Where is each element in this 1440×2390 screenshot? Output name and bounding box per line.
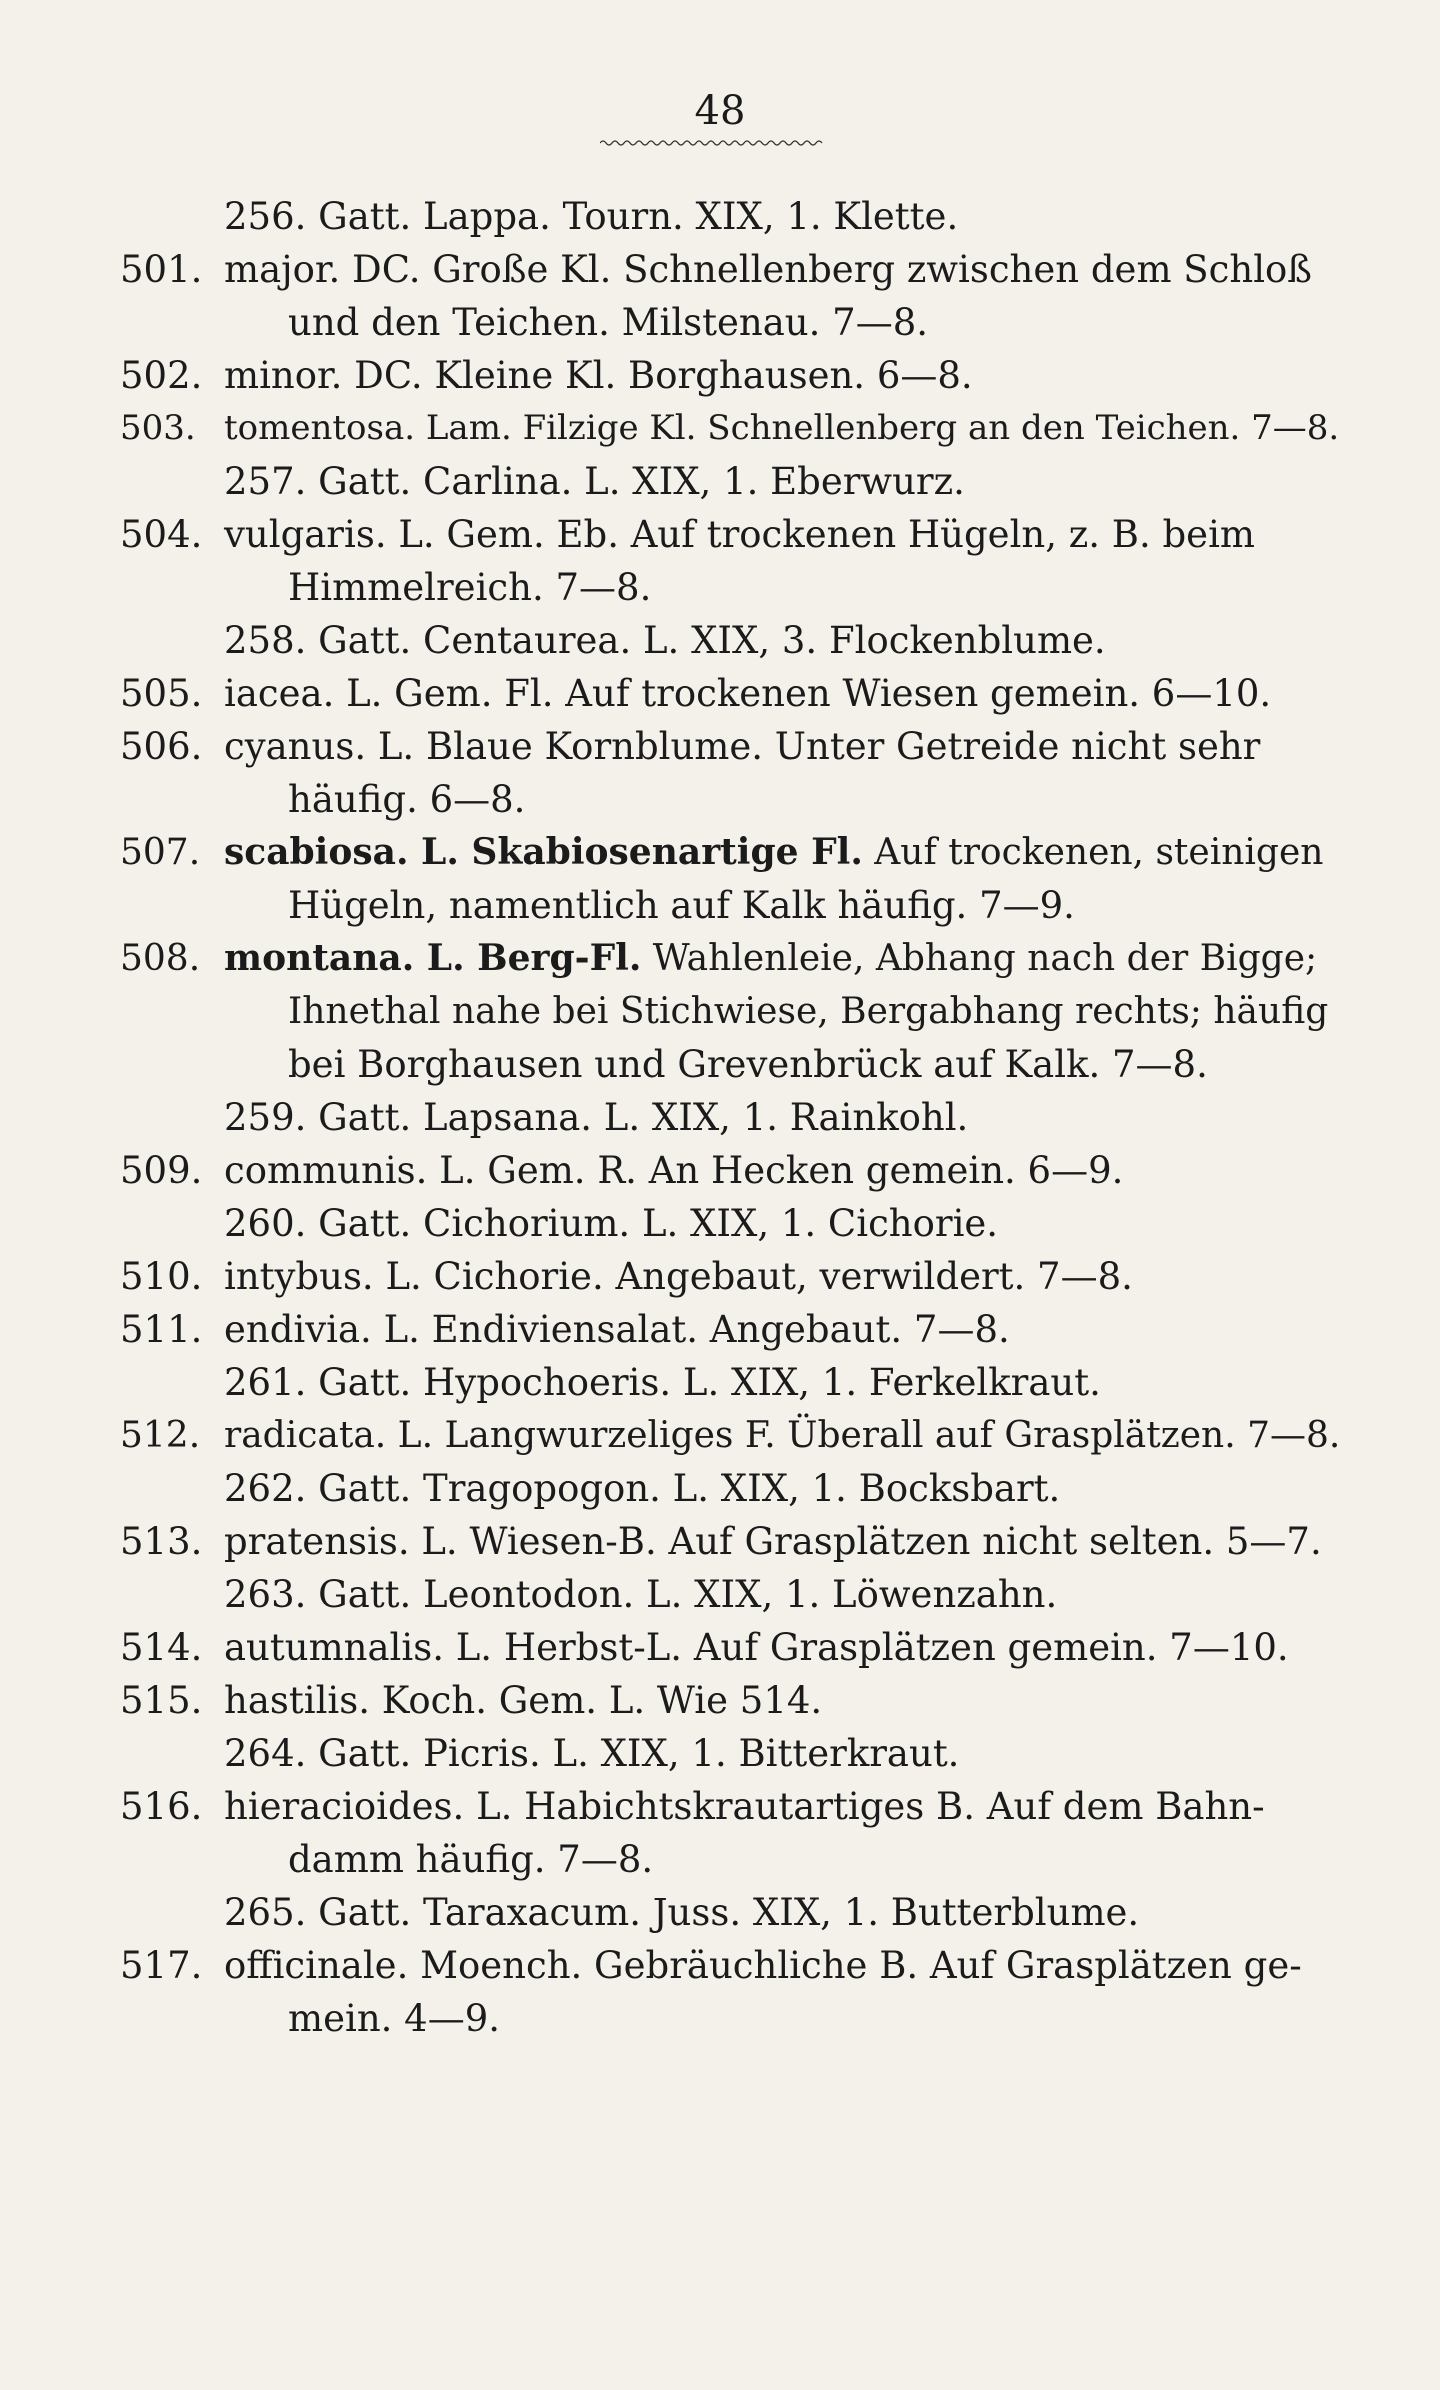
species-number: 512. [120, 1415, 201, 1456]
genus-heading: 261. Gatt. Hypochoeris. L. XIX, 1. Ferkelkraut. [224, 1361, 1101, 1404]
species-entry [120, 1250, 1340, 1303]
species-number: 508. [120, 938, 201, 979]
continuation-line: Ihnethal nahe bei Stichwiese, Bergabhang rechts; häufig [288, 991, 1329, 1032]
species-text: radicata. L. Langwurzeliges F. Überall auf Grasplätzen. 7—8. [224, 1415, 1341, 1456]
species-number: 501. [120, 248, 203, 291]
species-number: 516. [120, 1785, 203, 1828]
species-name-bold: montana. L. Berg-Fl. [224, 937, 642, 979]
species-text: communis. L. Gem. R. An Hecken gemein. 6—9. [224, 1149, 1124, 1192]
continuation-line: bei Borghausen und Grevenbrück auf Kalk. 7—8. [288, 1043, 1208, 1086]
continuation-line: mein. 4—9. [288, 1997, 501, 2040]
species-number: 504. [120, 513, 203, 556]
species-entry [120, 1515, 1340, 1568]
species-entry [120, 667, 1340, 720]
genus-heading: 264. Gatt. Picris. L. XIX, 1. Bitterkraut. [224, 1732, 960, 1775]
genus-heading: 259. Gatt. Lapsana. L. XIX, 1. Rainkohl. [224, 1096, 969, 1139]
species-entry [120, 349, 1340, 402]
species-text: major. DC. Große Kl. Schnellenberg zwischen dem Schloß [224, 248, 1313, 291]
species-entry [120, 508, 1340, 561]
genus-heading: 257. Gatt. Carlina. L. XIX, 1. Eberwurz. [224, 460, 965, 503]
species-text: Auf trockenen, steinigen [862, 832, 1324, 873]
genus-heading: 260. Gatt. Cichorium. L. XIX, 1. Cichorie. [224, 1202, 999, 1245]
species-number: 506. [120, 725, 203, 768]
species-entry [120, 243, 1340, 296]
species-number: 515. [120, 1679, 203, 1722]
species-entry [120, 1409, 1340, 1462]
species-text: hastilis. Koch. Gem. L. Wie 514. [224, 1679, 823, 1722]
genus-heading: 262. Gatt. Tragopogon. L. XIX, 1. Bocksbart. [224, 1467, 1061, 1510]
species-text: pratensis. L. Wiesen-B. Auf Grasplätzen nicht selten. 5—7. [224, 1520, 1322, 1563]
species-number: 505. [120, 672, 203, 715]
species-number: 517. [120, 1944, 203, 1987]
species-entry [120, 720, 1340, 773]
species-entry [120, 1303, 1340, 1356]
species-text: officinale. Moench. Gebräuchliche B. Auf Grasplätzen ge- [224, 1944, 1302, 1987]
species-entry [120, 1144, 1340, 1197]
genus-heading: 265. Gatt. Taraxacum. Juss. XIX, 1. Butterblume. [224, 1891, 1140, 1934]
species-number: 513. [120, 1520, 203, 1563]
species-text: iacea. L. Gem. Fl. Auf trockenen Wiesen gemein. 6—10. [224, 672, 1272, 715]
continuation-line: und den Teichen. Milstenau. 7—8. [288, 301, 929, 344]
species-number: 514. [120, 1626, 203, 1669]
species-number: 509. [120, 1149, 203, 1192]
species-number: 510. [120, 1255, 203, 1298]
continuation-line: damm häufig. 7—8. [288, 1838, 654, 1881]
continuation-line: häufig. 6—8. [288, 778, 526, 821]
species-entry [120, 1939, 1340, 1992]
page-number: 48 [694, 88, 746, 134]
species-entry [120, 932, 1340, 985]
species-name-bold: scabiosa. L. Skabiosenartige Fl. [224, 831, 863, 873]
species-entry [120, 1780, 1340, 1833]
species-text: endivia. L. Endiviensalat. Angebaut. 7—8. [224, 1308, 1010, 1351]
species-text: autumnalis. L. Herbst-L. Auf Grasplätzen gemein. 7—10. [224, 1626, 1289, 1669]
continuation-line: Hügeln, namentlich auf Kalk häufig. 7—9. [288, 884, 1075, 927]
species-text: tomentosa. Lam. Filzige Kl. Schnellenberg an den Teichen. 7—8. [224, 408, 1340, 448]
genus-heading: 256. Gatt. Lappa. Tourn. XIX, 1. Klette. [224, 195, 959, 238]
species-text: Wahlenleie, Abhang nach der Bigge; [641, 938, 1318, 979]
species-text: hieracioides. L. Habichtskrautartiges B. Auf dem Bahn- [224, 1785, 1265, 1828]
species-entry [120, 1674, 1340, 1727]
species-number: 502. [120, 354, 203, 397]
genus-heading: 263. Gatt. Leontodon. L. XIX, 1. Löwenzahn. [224, 1573, 1058, 1616]
species-entry [120, 1621, 1340, 1674]
species-text: minor. DC. Kleine Kl. Borghausen. 6—8. [224, 354, 973, 397]
species-entry [120, 826, 1340, 879]
species-number: 507. [120, 832, 201, 873]
genus-heading: 258. Gatt. Centaurea. L. XIX, 3. Flockenblume. [224, 619, 1106, 662]
species-number: 511. [120, 1308, 203, 1351]
species-list [120, 190, 1340, 2045]
species-text: intybus. L. Cichorie. Angebaut, verwildert. 7—8. [224, 1255, 1133, 1298]
species-number: 503. [120, 408, 196, 448]
decorative-wave-rule [600, 138, 825, 148]
species-entry [120, 402, 1340, 455]
continuation-line: Himmelreich. 7—8. [288, 566, 652, 609]
species-text: vulgaris. L. Gem. Eb. Auf trockenen Hügeln, z. B. beim [224, 513, 1255, 556]
species-text: cyanus. L. Blaue Kornblume. Unter Getreide nicht sehr [224, 725, 1261, 768]
